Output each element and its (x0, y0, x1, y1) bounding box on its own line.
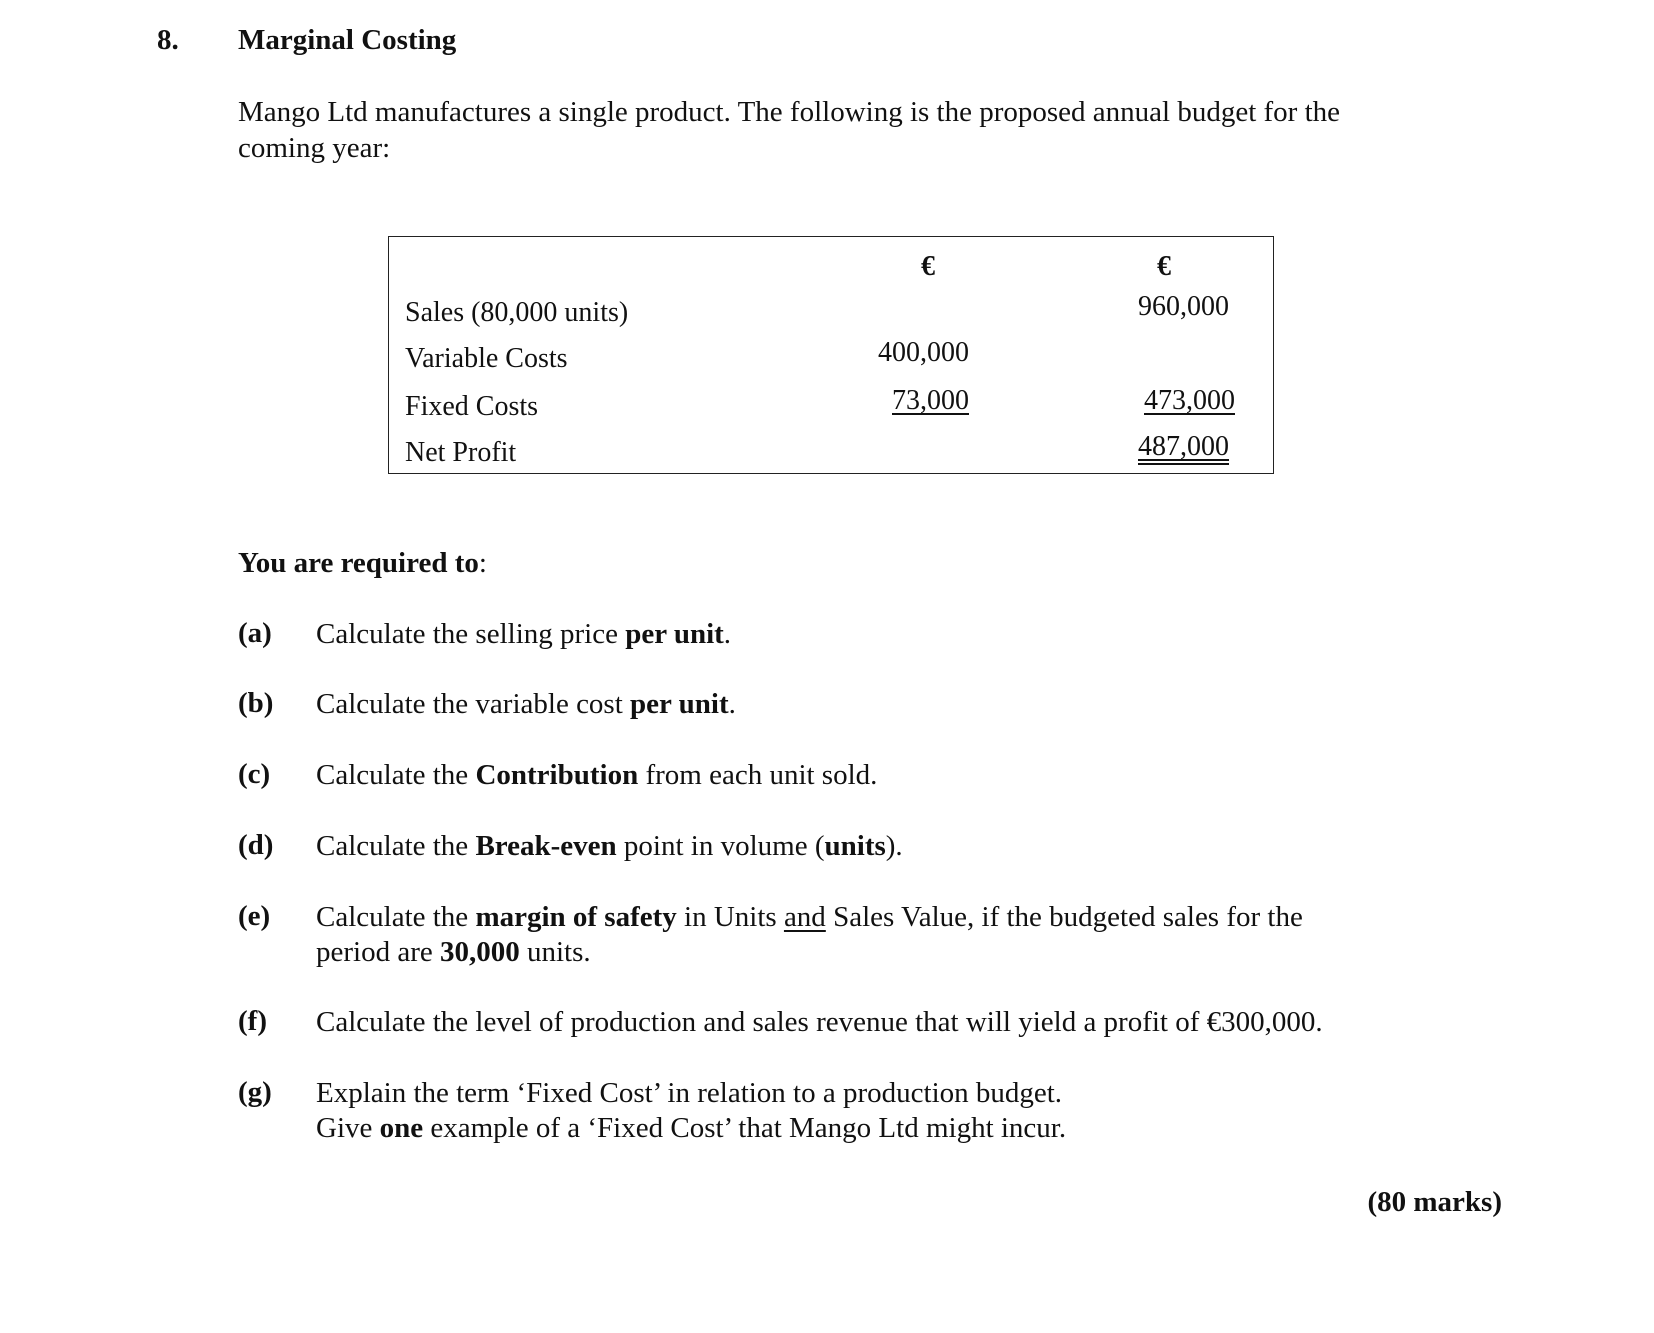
item-e-l2-bold: 30,000 (440, 936, 520, 968)
item-a-post: . (723, 618, 732, 650)
item-e-l1-pre: Calculate the (316, 901, 476, 933)
item-d-bold2: units (824, 830, 886, 862)
item-letter-a: (a) (238, 617, 272, 649)
row-value-variable-costs-col1: 400,000 (878, 337, 969, 368)
item-text-d (316, 829, 903, 864)
question-title: Marginal Costing (238, 24, 457, 56)
row-label-variable-costs: Variable Costs (405, 343, 568, 374)
item-letter-b: (b) (238, 687, 274, 719)
item-text-b (316, 687, 736, 722)
row-value-net-profit-col2: 487,000 (1138, 431, 1229, 462)
item-b-bold: per unit (630, 688, 729, 720)
currency-header-col2: € (1157, 251, 1171, 282)
intro-paragraph (238, 94, 1340, 166)
item-e-l2-pre: period are (316, 936, 440, 968)
row-label-net-profit: Net Profit (405, 437, 517, 468)
item-e-l1-underline: and (783, 901, 826, 933)
row-label-sales: Sales (80,000 units) (405, 297, 629, 328)
item-g-l2-post: example of a ‘Fixed Cost’ that Mango Ltd might incur. (423, 1112, 1067, 1144)
row-value-sales-col2: 960,000 (1138, 291, 1229, 322)
requirements-heading-tail: : (478, 547, 487, 579)
item-letter-f: (f) (238, 1005, 267, 1037)
item-d-bold: Break-even (475, 830, 617, 862)
item-e-l2-post: units. (519, 936, 591, 968)
row-value-fixed-costs-col1: 73,000 (892, 385, 969, 416)
row-label-fixed-costs: Fixed Costs (405, 391, 539, 422)
item-e-l1-post: Sales Value, if the budgeted sales for the (825, 901, 1303, 933)
requirements-heading-bold: You are required to (238, 547, 479, 579)
item-g-l2-pre: Give (316, 1112, 380, 1144)
question-number: 8. (157, 24, 179, 56)
marks-total: (80 marks) (1367, 1186, 1502, 1218)
intro-line-2: coming year: (238, 132, 391, 164)
requirements-heading (238, 547, 487, 580)
currency-header-col1: € (921, 251, 935, 282)
item-text-a (316, 617, 731, 652)
item-g-line-2 (316, 1111, 1066, 1146)
item-b-post: . (728, 688, 736, 720)
item-g-line-1: Explain the term ‘Fixed Cost’ in relation to a production budget. (316, 1077, 1063, 1109)
item-letter-g: (g) (238, 1076, 272, 1108)
item-a-bold: per unit (625, 618, 724, 650)
item-text-e (316, 900, 1303, 970)
item-c-pre: Calculate the (316, 759, 476, 791)
item-g-l2-bold: one (379, 1112, 424, 1144)
item-text-f: Calculate the level of production and sales revenue that will yield a profit of €300,000. (316, 1006, 1323, 1038)
item-e-l1-mid: in Units (676, 901, 784, 933)
row-value-fixed-costs-col2: 473,000 (1144, 385, 1235, 416)
item-a-pre: Calculate the selling price (316, 618, 626, 650)
item-e-l1-bold: margin of safety (475, 901, 677, 933)
item-letter-d: (d) (238, 829, 274, 861)
item-text-c (316, 758, 877, 793)
item-d-post: ). (885, 830, 903, 862)
item-text-g (316, 1076, 1066, 1146)
item-letter-c: (c) (238, 758, 271, 790)
intro-line-1: Mango Ltd manufactures a single product. The following is the proposed annual budget for the (238, 96, 1340, 128)
item-d-pre: Calculate the (316, 830, 476, 862)
item-c-post: from each unit sold. (638, 759, 878, 791)
budget-table (388, 236, 1274, 474)
item-c-bold: Contribution (475, 759, 639, 791)
item-d-mid: point in volume ( (616, 830, 825, 862)
item-e-line-1 (316, 900, 1303, 935)
item-letter-e: (e) (238, 900, 271, 932)
item-e-line-2 (316, 935, 1303, 970)
item-b-pre: Calculate the variable cost (316, 688, 631, 720)
